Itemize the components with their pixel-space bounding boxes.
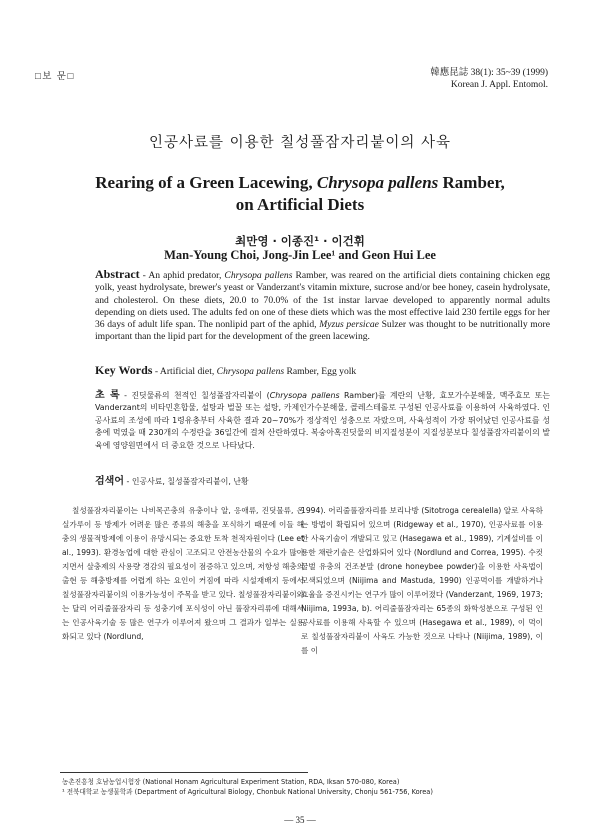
korean-keywords-heading: 검색어 — [95, 476, 124, 487]
keywords-heading: Key Words — [95, 363, 153, 377]
journal-citation — [430, 67, 548, 91]
title-english-part2: Ramber, — [438, 173, 505, 192]
article-type-label: □보 문□ — [35, 72, 75, 82]
body-column-left: 칠성풀잠자리붙이는 나비목곤충의 유충이나 알, 응애류, 진딧물류, 온실가루이 등 방제가 어려운 많은 종류의 해충을 포식하기 때문에 이들 해충의 생물적방제에 이용이 유망시되는 중요한 토착 천적자원이다 (Lee et al., 1993). 환경농업에 대한 관심이 고조되고 안전농산물의 수요가 많아지면서 살충제의 사용량 경감의 필요성이 점증하고 있으며, 저항성 해충의 출현 등 해충방제를 어렵게 하는 요인이 커짐에 따라 시설재배지 등에서 칠성풀잠자리붙이의 이용가능성이 주목을 받고 있다. 칠성풀잠자리붙이와는 달리 어리줄풀잠자리 등 성충기에 포식성이 아닌 풀잠자리류에 대해서는 인공사육기술 등 많은 연구가 이루어져 왔으며 그 결과가 일부는 실용화되고 있다 (Nordlund, — [62, 506, 304, 641]
title-english-part1: Rearing of a Green Lacewing, — [95, 173, 317, 192]
journal-citation-english: Korean J. Appl. Entomol. — [450, 80, 548, 90]
abstract-species-2: Myzus persicae — [319, 319, 379, 331]
page-number: — 35 — — [284, 815, 316, 825]
keywords-species: Chrysopa pallens — [216, 366, 285, 377]
abstract-species-1: Chrysopa pallens — [224, 270, 293, 281]
abstract-text-3: Sulzer was thought to be nutritionally more important than the lipid part for the development of the green lacewing. — [95, 319, 550, 343]
footnote-divider — [60, 772, 308, 773]
abstract-heading: Abstract — [95, 267, 140, 281]
abstract-text-1: - An aphid predator, — [139, 270, 225, 281]
title-english-line2: on Artificial Diets — [235, 195, 365, 214]
korean-abstract-heading: 초 록 — [95, 390, 120, 401]
title-english — [60, 172, 540, 216]
korean-keywords — [95, 472, 550, 487]
korean-keywords-text: - 인공사료, 칠성풀잠자리붙이, 난황 — [123, 477, 249, 486]
footnotes — [62, 777, 542, 797]
title-species: Chrysopa pallens — [316, 173, 439, 192]
authors-korean: 최만영 · 이종진¹ · 이건휘 — [235, 234, 365, 248]
abstract — [95, 268, 550, 344]
footnote-affiliation-2: ¹ 전북대학교 농생물학과 (Department of Agricultural Biology, Chonbuk National University, Chonju 561-756, Korea) — [62, 788, 433, 796]
authors-english: Man-Young Choi, Jong-Jin Lee¹ and Geon Hui Lee — [164, 248, 436, 262]
korean-abstract-text-2: Ramber)를 계란의 난황, 효모가수분해물, 맥주효모 또는 Vanderzant의 비타민혼합물, 설탕과 벌꿀 또는 설탕, 카제인가수분해물, 콜레스테롤로 구성된 인공사료를 이용하여 사육하였다. 인공사료의 조성에 따라 1령유충부터 사육한 결과 20~70%가 정상적인 성충으로 자랐으며, 사육성적이 가장 뛰어났던 인공사료를 성충에 먹였을 때 230개의 수정란을 36일간에 걸쳐 산란하였다. 복숭아혹진딧물의 비지질성분이 지질성분보다 칠성풀잠자리붙이의 발육에 영양원면에서 더 중요한 것으로 나타났다. — [95, 391, 550, 450]
abstract-text-2: Ramber, was reared on the artificial diets containing chicken egg yolk, yeast hydrolysate, brewer's yeast or Vanderzant's vitamin mixture, sucrose and/or bee honey, casein hydrolysate, and cholesterol. On these diets, 20.0 to 70.0% of the 1st instar larvae developed to apparently normal adults depending on diets used. The adults fed on one of these diets which was the most effective laid 230 fertile eggs for her 36 days of adult life span. The nonlipid part of the aphid, — [95, 270, 550, 331]
keywords-text-1: - Artificial diet, — [152, 366, 217, 377]
keywords — [95, 363, 550, 378]
korean-abstract — [95, 390, 550, 452]
journal-citation-korean: 韓應昆誌 38(1): 35~39 (1999) — [430, 68, 548, 78]
footnote-affiliation-1: 농촌진흥청 호남농업시험장 (National Honam Agricultural Experiment Station, RDA, Iksan 570-080, Korea) — [62, 778, 400, 786]
title-korean: 인공사료를 이용한 칠성풀잠자리붙이의 사육 — [149, 135, 451, 151]
korean-abstract-species: Chrysopa pallens — [269, 391, 340, 400]
body-column-right: 1994). 어리줄풀잠자리를 보리나방 (Sitotroga cerealella) 알로 사육하는 방법이 확립되어 있으며 (Ridgeway et al., 1970), 인공사료를 이용한 사육기술이 개발되고 있고 (Hasegawa et al., 1989), 기계설비를 이용한 채란기술은 산업화되어 있다 (Nordlund and Correa, 1995). 수컷 꿀벌 유충의 건조분말 (drone honeybee powder)을 이용한 사육법이 모색되었으며 (Niijima and Mastuda, 1990) 인공먹이를 개발하거나 효율을 증진시키는 연구가 많이 이루어졌다 (Vanderzant, 1969, 1973; Niijima, 1993a, b). 어리줄풀잠자리는 65종의 화학성분으로 구성된 인공사료를 이용해 사육할 수 있으며 (Hasegawa et al., 1989), 이 먹이로 칠성풀잠자리붙이 사육도 가능한 것으로 나타나 (Niijima, 1989), 이를 이 — [301, 506, 543, 655]
keywords-text-2: Ramber, Egg yolk — [284, 366, 357, 377]
korean-abstract-text-1: - 진딧물류의 천적인 칠성풀잠자리붙이 ( — [119, 391, 270, 400]
